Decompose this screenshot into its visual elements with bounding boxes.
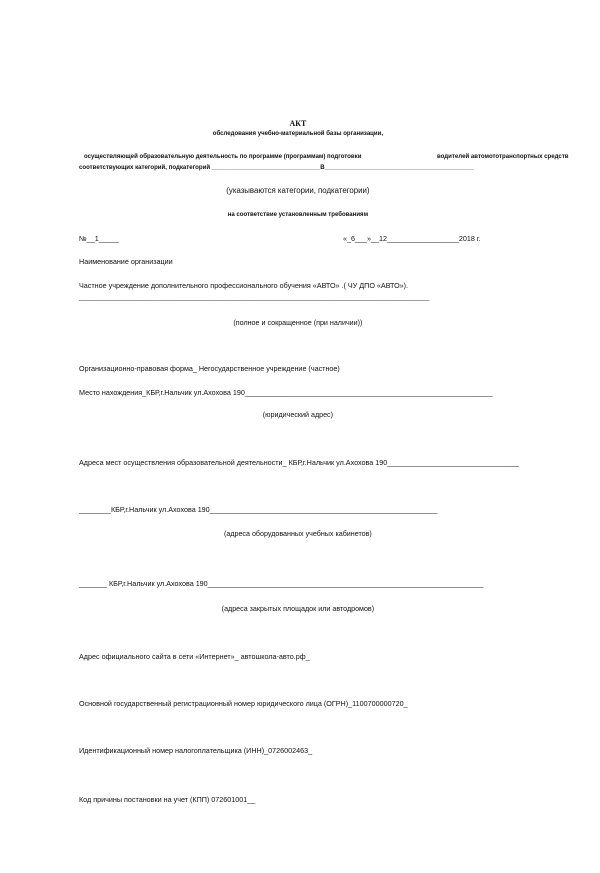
act-date: «_6___»__12__________________2018 г. — [343, 234, 481, 243]
classroom-hint: (адреса оборудованных учебных кабинетов) — [223, 529, 372, 538]
activity-addresses: Адреса мест осуществления образовательной деятельности_ КБР,г.Нальчик ул.Ахохова 190_________________________________ — [79, 458, 520, 467]
org-name-underline: _________________________________________________________________________________________________________ — [79, 295, 430, 301]
location: Место нахождения_КБР,г.Нальчик ул.Ахохова 190______________________________________________________________ — [79, 388, 493, 397]
ground-hint: (адреса закрытых площадок или автодромов) — [221, 604, 375, 613]
program-line-left: осуществляющей образовательную деятельность по программе (программам) подготовки — [84, 153, 362, 160]
compliance-line: на соответствие установленным требованиям — [227, 211, 369, 218]
categories-line: соответствующих категорий, подкатегорий ________________________________В____________________________________________ — [79, 164, 474, 171]
categories-hint: (указываются категории, подкатегории) — [226, 186, 370, 195]
act-number: №__1_____ — [79, 234, 119, 243]
classroom-addresses: ________КБР,г.Нальчик ул.Ахохова 190_________________________________________________________ — [79, 505, 438, 514]
act-title: АКТ — [289, 119, 307, 128]
org-name-value: Частное учреждение дополнительного профессионального обучения «АВТО» .( ЧУ ДПО «АВТО»). — [79, 281, 409, 290]
program-line-right: водителей автомототранспортных средств — [437, 153, 569, 160]
ogrn: Основной государственный регистрационный номер юридического лица (ОГРН)_1100700000720_ — [79, 699, 408, 708]
location-hint: (юридический адрес) — [262, 410, 333, 419]
ground-addresses: _______ КБР,г.Нальчик ул.Ахохова 190_____________________________________________________________________ — [79, 579, 484, 588]
website: Адрес официального сайта в сети «Интернет»_ автошкола-авто.рф_ — [79, 652, 310, 661]
act-subtitle: обследования учебно-материальной базы организации, — [212, 130, 384, 137]
kpp: Код причины постановки на учет (КПП) 072601001__ — [79, 795, 256, 804]
legal-form: Организационно-правовая форма_ Негосударственное учреждение (частное) — [79, 364, 340, 373]
org-name-hint: (полное и сокращенное (при наличии)) — [233, 318, 363, 327]
inn: Идентификационный номер налогоплательщика (ИНН)_0726002463_ — [79, 746, 313, 755]
org-name-label: Наименование организации — [79, 257, 173, 266]
